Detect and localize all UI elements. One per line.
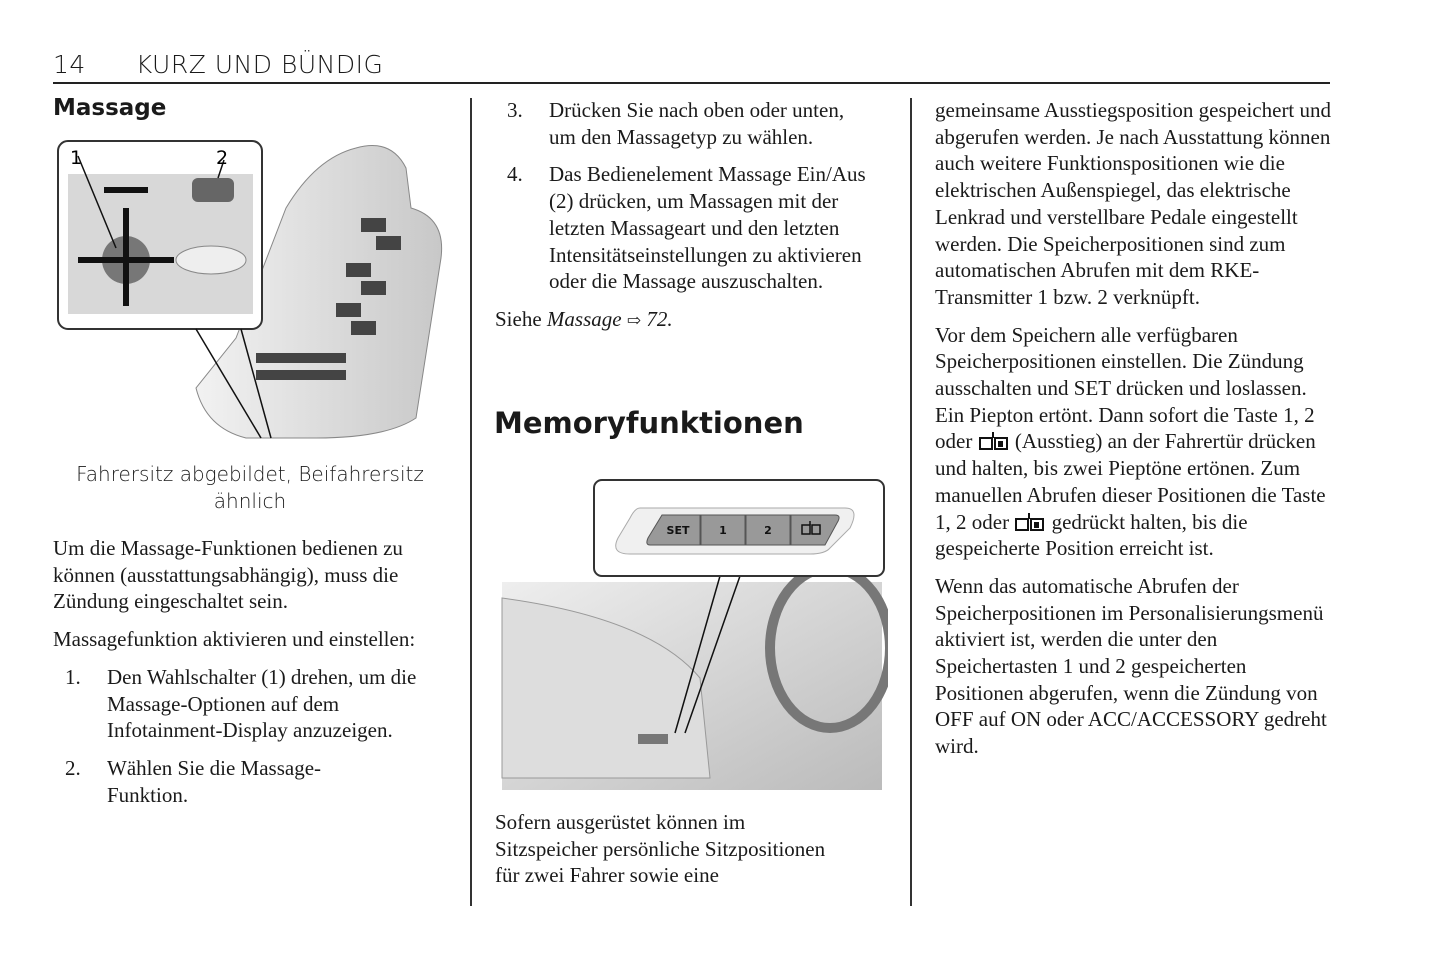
column-divider (470, 98, 472, 906)
list-number: 2. (65, 755, 81, 780)
page-number: 14 (53, 50, 86, 79)
paragraph: Um die Massage-Funktionen bedienen zu können (ausstattungsabhängig), muss die Zündung eingeschaltet sein. (53, 536, 403, 614)
exit-memory-icon (1014, 512, 1046, 532)
callout-1: 1 (70, 147, 83, 169)
header-rule (53, 82, 1330, 84)
paragraph: Wenn das automatische Abrufen der Speicherpositionen im Personalisierungsmenü aktiviert ist, werden die unter den Speichertasten 1 und 2 gespeicherten Positionen abgerufen, wenn die Zündung von OFF auf ON oder ACC/ACCESSORY gedreht wird. (935, 573, 1327, 759)
section-heading-massage: Massage (53, 95, 167, 121)
list-number: 4. (507, 162, 523, 187)
paragraph: gemeinsame Ausstiegsposition gespeichert und abgerufen werden. Je nach Ausstattung können auch weitere Funktionspositionen wie die elektrischen Außenspiegel, das elektrische Lenkrad und verstellbare Pedale eingestellt werden. Die Speicherpositionen sind zum automatischen Abrufen mit dem RKE-Transmitter 1 bzw. 2 verknüpft. (935, 98, 1332, 309)
left-column-body (53, 535, 453, 808)
memory-1-button-label: 1 (719, 524, 727, 537)
list-item (495, 97, 869, 150)
list-text: Das Bedienelement Massage Ein/Aus (2) drücken, um Massagen mit der letzten Massageart und den letzten Intensitätseinstellungen zu aktivieren oder die Massage auszuschalten. (549, 162, 866, 294)
arrow-icon: ⇨ (626, 310, 642, 330)
chapter-title: KURZ UND BÜNDIG (135, 50, 384, 79)
memory-buttons-illustration (500, 478, 888, 792)
running-header (53, 50, 383, 79)
figure-caption: Fahrersitz abgebildet, Beifahrersitz ähnlich (76, 462, 424, 513)
paragraph: Massagefunktion aktivieren und einstellen: (53, 627, 416, 652)
callout-2: 2 (216, 147, 229, 169)
exit-memory-icon (978, 431, 1010, 451)
middle-column-body (495, 97, 885, 335)
list-text: Den Wahlschalter (1) drehen, um die Massage-Optionen auf dem Infotainment-Display anzuzeigen. (107, 664, 417, 743)
list-number: 3. (507, 98, 523, 122)
list-item (495, 161, 885, 295)
list-text: Drücken Sie nach oben oder unten, um den Massagetyp zu wählen. (549, 98, 845, 149)
seat-massage-illustration (56, 138, 448, 458)
set-button-label: SET (666, 524, 690, 537)
list-text: Wählen Sie die Massage-Funktion. (107, 755, 322, 807)
list-number: 1. (65, 664, 81, 689)
paragraph: Vor dem Speichern alle verfügbaren Speicherpositionen einstellen. Die Zündung ausschalten und SET drücken und loslassen. Ein Piepton ertönt. Dann sofort die Taste 1, 2 oder (Ausstieg) an der Fahrertür drücken und halten, bis zwei Pieptöne ertönen. Zum manuellen Abrufen dieser Positionen die Taste 1, 2 oder gedrückt halten, bis die gespeicherte Position erreicht ist. (935, 322, 1326, 561)
paragraph: Sofern ausgerüstet können im Sitzspeicher persönliche Sitzpositionen für zwei Fahrer sowie eine (495, 810, 826, 888)
list-item (53, 664, 453, 744)
section-heading-memory: Memoryfunktionen (494, 406, 804, 440)
list-item (53, 755, 367, 808)
memory-2-button-label: 2 (764, 524, 772, 537)
column-divider (910, 98, 912, 906)
see-also: Siehe Massage ⇨ 72. (495, 306, 673, 331)
right-column-body (935, 97, 1333, 760)
see-also-link[interactable]: Massage ⇨ 72. (546, 306, 673, 331)
